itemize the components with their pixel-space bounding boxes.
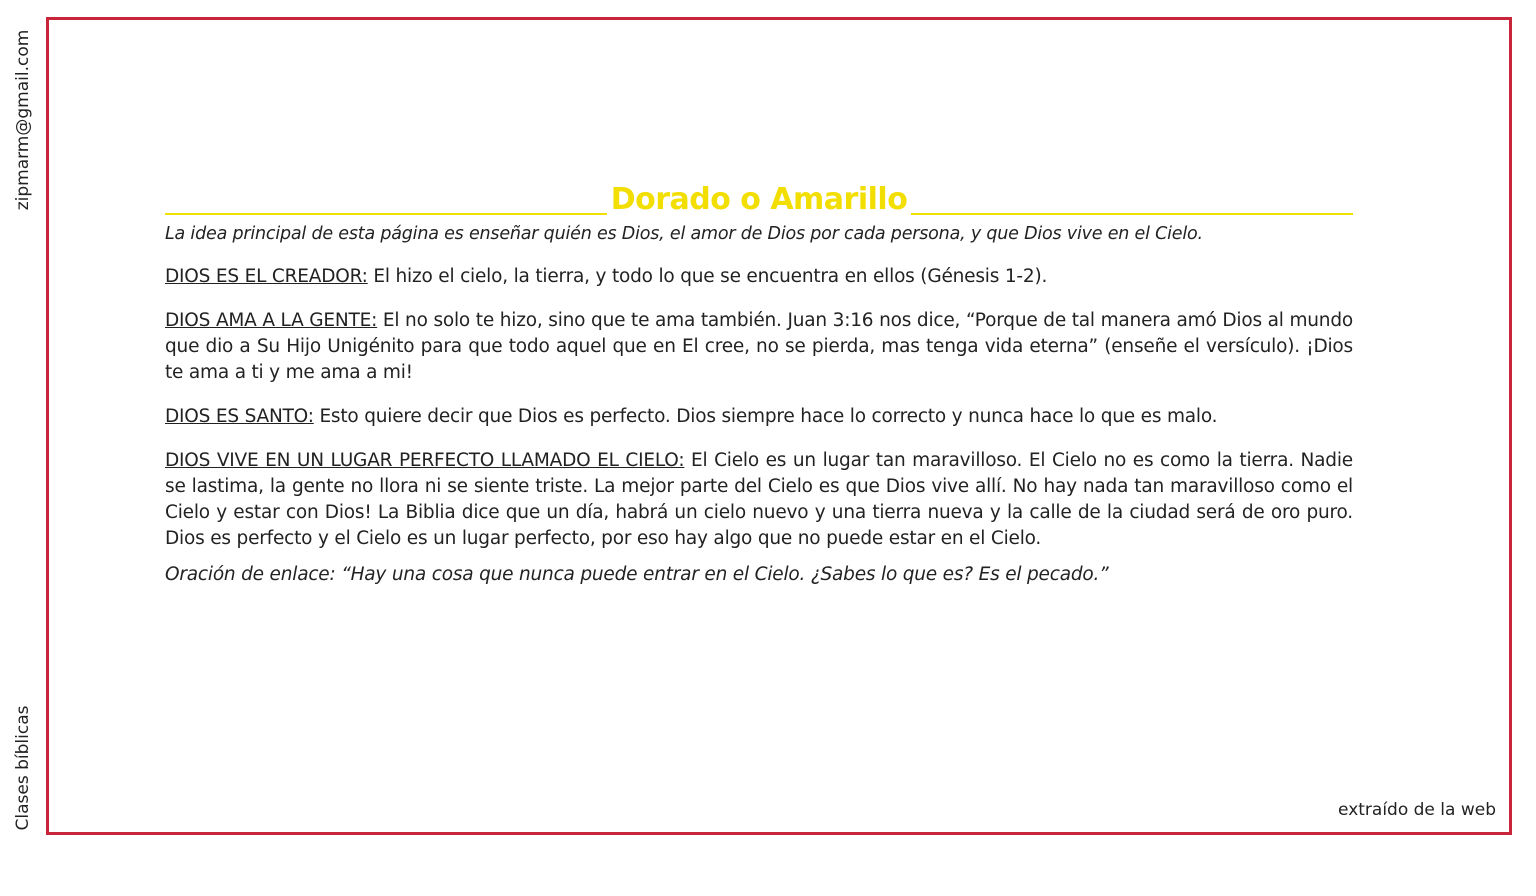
section-love: [165, 308, 1353, 386]
footer-note: extraído de la web: [1338, 800, 1496, 820]
closing-sentence: Oración de enlace: “Hay una cosa que nunca puede entrar en el Cielo. ¿Sabes lo que es? Es el pecado.”: [165, 564, 1109, 585]
title-rule-right: [911, 213, 1353, 215]
section-heading: DIOS ES EL CREADOR:: [165, 266, 368, 287]
section-text: El hizo el cielo, la tierra, y todo lo que se encuentra en ellos (Génesis 1-2).: [367, 266, 1048, 287]
section-holy: [165, 404, 1353, 430]
title-row: [165, 180, 1353, 218]
section-creator: [165, 264, 1353, 290]
section-heading: DIOS VIVE EN UN LUGAR PERFECTO LLAMADO EL CIELO:: [165, 450, 685, 471]
page-title: Dorado o Amarillo: [610, 182, 908, 217]
source-label: Clases bíblicas: [13, 705, 33, 831]
intro-text: La idea principal de esta página es enseñar quién es Dios, el amor de Dios por cada persona, y que Dios vive en el Cielo.: [165, 224, 1203, 244]
email-label: zipmarm@gmail.com: [13, 29, 33, 211]
section-text: El Cielo es un lugar tan maravilloso. El Cielo no es como la tierra. Nadie se lastima, la gente no llora ni se siente triste. La mejor parte del Cielo es que Dios vive allí. No hay nada tan maravilloso como el Cielo y estar con Dios! La Biblia dice que un día, habrá un cielo nuevo y una tierra nueva y la calle de la ciudad será de oro puro. Dios es perfecto y el Cielo es un lugar perfecto, por eso hay algo que no puede estar en el Cielo.: [165, 450, 1353, 549]
section-heaven: [165, 448, 1353, 552]
section-text: Esto quiere decir que Dios es perfecto. Dios siempre hace lo correcto y nunca hace lo que es malo.: [313, 406, 1218, 427]
section-text: El no solo te hizo, sino que te ama también. Juan 3:16 nos dice, “Porque de tal manera amó Dios al mundo que dio a Su Hijo Unigénito para que todo aquel que en El cree, no se pierda, mas tenga vida eterna” (enseñe el versículo). ¡Dios te ama a ti y me ama a mi!: [165, 310, 1353, 383]
title-rule-left: [165, 213, 607, 215]
section-heading: DIOS ES SANTO:: [165, 406, 314, 427]
lesson-content: [165, 180, 1353, 588]
section-heading: DIOS AMA A LA GENTE:: [165, 310, 378, 331]
